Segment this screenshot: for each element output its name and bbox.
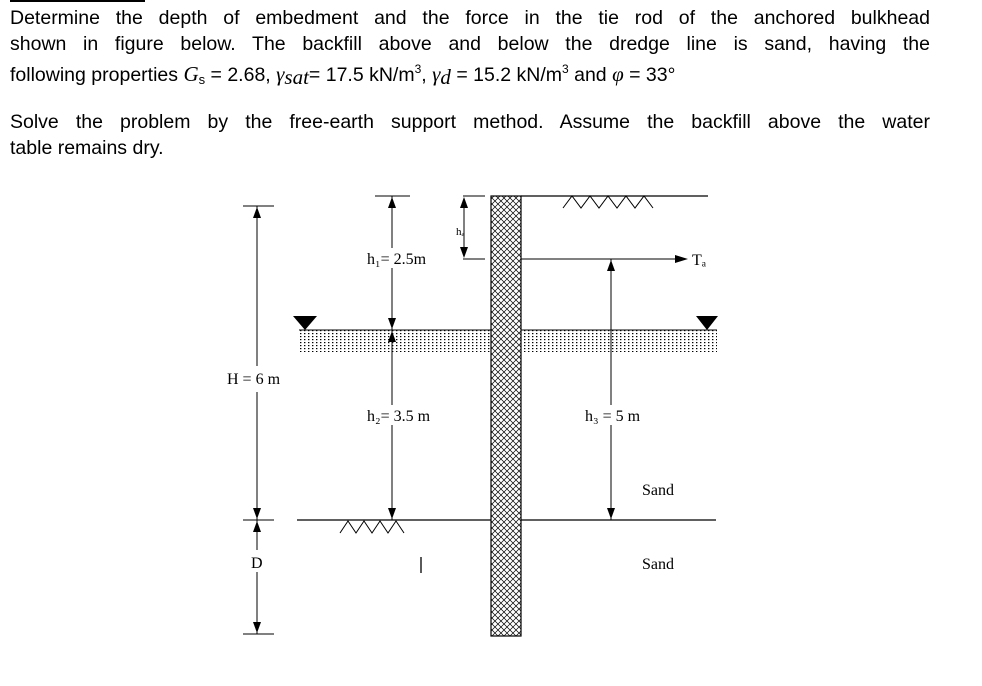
D-label: D: [251, 555, 263, 572]
properties-prefix: following properties: [10, 64, 184, 86]
h2-label: h₂= 3.5 m: [367, 408, 431, 425]
ha-arrow-down: [460, 247, 468, 258]
water-table-marker-left: [293, 316, 317, 330]
gamma-sat-exponent: 3: [414, 62, 422, 76]
ground-surface-hatch: [563, 196, 653, 208]
dredge-line-hatch: [340, 521, 404, 533]
H-label: H = 6 m: [227, 371, 281, 388]
h3-arrow-down: [607, 508, 615, 519]
D-arrow-down: [253, 622, 261, 633]
gamma-sat-subscript: sat: [284, 65, 309, 89]
gamma-sat-value: = 17.5 kN/m: [308, 64, 415, 86]
gs-symbol: G: [183, 62, 199, 86]
h1-arrow-up: [388, 197, 396, 208]
ha-label: hₐ: [456, 226, 465, 238]
h1-label: h₁= 2.5m: [367, 251, 427, 268]
H-arrow-up: [253, 207, 261, 218]
h3-arrow-up: [607, 260, 615, 271]
sheet-pile-wall: [491, 196, 521, 636]
and-text: and: [568, 64, 613, 86]
H-arrow-down: [253, 508, 261, 519]
ha-arrow-up: [460, 197, 468, 208]
gamma-d-exponent: 3: [562, 62, 569, 76]
separator-1: ,: [421, 64, 433, 86]
gamma-d-symbol: γ: [432, 62, 441, 86]
gs-subscript: s: [198, 72, 206, 87]
phi-value: = 33°: [623, 64, 676, 86]
gamma-d-value: = 15.2 kN/m: [450, 64, 562, 86]
water-zone-right: [521, 330, 717, 352]
problem-line-2: shown in figure below. The backfill above and below the dredge line is sand, having the: [10, 32, 930, 55]
h2-arrow-down: [388, 508, 396, 519]
phi-symbol: φ: [612, 62, 624, 86]
method-line-1: Solve the problem by the free-earth support method. Assume the backfill above the water: [10, 111, 930, 133]
h1-arrow-down: [388, 318, 396, 329]
gs-value: = 2.68,: [205, 64, 277, 86]
tie-rod-arrowhead: [675, 255, 688, 263]
method-line-2: table remains dry.: [10, 136, 164, 159]
sand-label-lower: Sand: [642, 556, 674, 573]
sand-label-upper: Sand: [642, 482, 674, 499]
gamma-d-subscript: d: [440, 65, 451, 89]
h3-label: h₃ = 5 m: [585, 408, 641, 425]
D-arrow-up: [253, 521, 261, 532]
problem-line-1: Determine the depth of embedment and the force in the tie rod of the anchored bulkhead: [10, 7, 930, 29]
gamma-sat-symbol: γ: [276, 62, 285, 86]
ta-label: Tₐ: [692, 252, 707, 269]
water-table-marker-right: [696, 316, 718, 330]
